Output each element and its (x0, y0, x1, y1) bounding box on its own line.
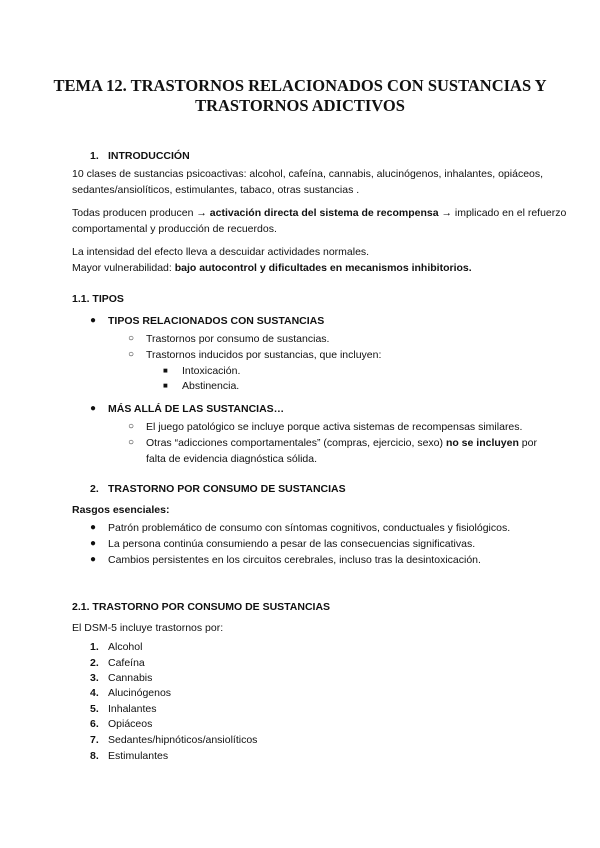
square-bullet-icon: ■ (163, 366, 168, 375)
sub-sub-bullet-intoxicacion: Intoxicación. (182, 365, 241, 377)
list-number: 4. (90, 687, 99, 699)
rasgo-item: La persona continúa consumiendo a pesar de las consecuencias significativas. (108, 538, 476, 550)
sub-bullet-otras-adicciones-line-2: falta de evidencia diagnóstica sólida. (146, 453, 318, 465)
list-item: Cafeína (108, 657, 145, 669)
rasgo-item: Cambios persistentes en los circuitos cerebrales, incluso tras la desintoxicación. (108, 554, 481, 566)
filled-bullet-icon: ● (90, 538, 97, 549)
rasgos-esenciales-label: Rasgos esenciales: (72, 504, 170, 516)
intro-paragraph-1-line-1: 10 clases de sustancias psicoactivas: alcohol, cafeína, cannabis, alucinógenos, inhalantes, opiáceos, (72, 168, 544, 180)
sub-bullet-consumo: Trastornos por consumo de sustancias. (146, 333, 330, 345)
list-number: 1. (90, 641, 99, 653)
rasgo-item: Patrón problemático de consumo con síntomas cognitivos, conductuales y fisiológicos. (108, 522, 511, 534)
square-bullet-icon: ■ (163, 381, 168, 390)
section-2-number: 2. (90, 483, 99, 495)
intro-paragraph-4-pre: Mayor vulnerabilidad: (72, 262, 175, 274)
document-title-line-1: TEMA 12. TRASTORNOS RELACIONADOS CON SUSTANCIAS Y (53, 76, 547, 95)
otras-adicciones-bold: no se incluyen (445, 437, 519, 449)
intro-paragraph-2-line-2: comportamental y producción de recuerdos. (72, 223, 277, 235)
list-item: Inhalantes (108, 703, 157, 715)
list-number: 2. (90, 657, 99, 669)
list-item: Alucinógenos (108, 687, 172, 699)
intro-paragraph-2-bold: activación directa del sistema de recompensa (209, 207, 439, 219)
hollow-bullet-icon: ○ (128, 333, 135, 344)
intro-paragraph-4-bold: bajo autocontrol y dificultades en mecanismos inhibitorios. (174, 262, 472, 274)
list-number: 8. (90, 750, 99, 762)
intro-paragraph-3: La intensidad del efecto lleva a descuidar actividades normales. (72, 246, 370, 258)
otras-adicciones-post: por (518, 437, 537, 449)
list-item: Sedantes/hipnóticos/ansiolíticos (108, 734, 258, 746)
hollow-bullet-icon: ○ (128, 437, 135, 448)
bullet-tipos-relacionados: TIPOS RELACIONADOS CON SUSTANCIAS (108, 315, 325, 327)
list-item: Alcohol (108, 641, 143, 653)
list-item: Opiáceos (108, 718, 153, 730)
section-2-heading: TRASTORNO POR CONSUMO DE SUSTANCIAS (108, 483, 346, 495)
otras-adicciones-pre: Otras “adicciones comportamentales” (compras, ejercicio, sexo) (146, 437, 446, 449)
intro-paragraph-2-pre: Todas producen producen → (72, 207, 210, 219)
filled-bullet-icon: ● (90, 522, 97, 533)
intro-paragraph-4 (72, 261, 472, 275)
filled-bullet-icon: ● (90, 315, 97, 326)
list-number: 5. (90, 703, 99, 715)
list-number: 3. (90, 672, 99, 684)
sub-bullet-juego: El juego patológico se incluye porque activa sistemas de recompensas similares. (146, 421, 523, 433)
intro-paragraph-1-line-2: sedantes/ansiolíticos, estimulantes, tabaco, otras sustancias . (72, 184, 360, 196)
section-1-1-heading: 1.1. TIPOS (72, 293, 124, 305)
sub-sub-bullet-abstinencia: Abstinencia. (182, 380, 240, 392)
hollow-bullet-icon: ○ (128, 421, 135, 432)
intro-paragraph-2-line-1 (72, 206, 566, 220)
list-number: 6. (90, 718, 99, 730)
intro-paragraph-2-post: → implicado en el refuerzo (438, 207, 567, 219)
list-item: Estimulantes (108, 750, 169, 762)
section-1-heading: INTRODUCCIÓN (108, 150, 190, 162)
sub-bullet-inducidos: Trastornos inducidos por sustancias, que incluyen: (146, 349, 382, 361)
list-number: 7. (90, 734, 99, 746)
section-1-number: 1. (90, 150, 99, 162)
hollow-bullet-icon: ○ (128, 349, 135, 360)
sub-bullet-otras-adicciones-line-1 (146, 436, 537, 450)
filled-bullet-icon: ● (90, 554, 97, 565)
bullet-mas-alla: MÁS ALLÁ DE LAS SUSTANCIAS… (108, 403, 285, 415)
list-item: Cannabis (108, 672, 153, 684)
section-2-1-heading: 2.1. TRASTORNO POR CONSUMO DE SUSTANCIAS (72, 601, 331, 613)
document-title-line-2: TRASTORNOS ADICTIVOS (195, 96, 405, 115)
dsm5-intro: El DSM-5 incluye trastornos por: (72, 622, 224, 634)
filled-bullet-icon: ● (90, 403, 97, 414)
